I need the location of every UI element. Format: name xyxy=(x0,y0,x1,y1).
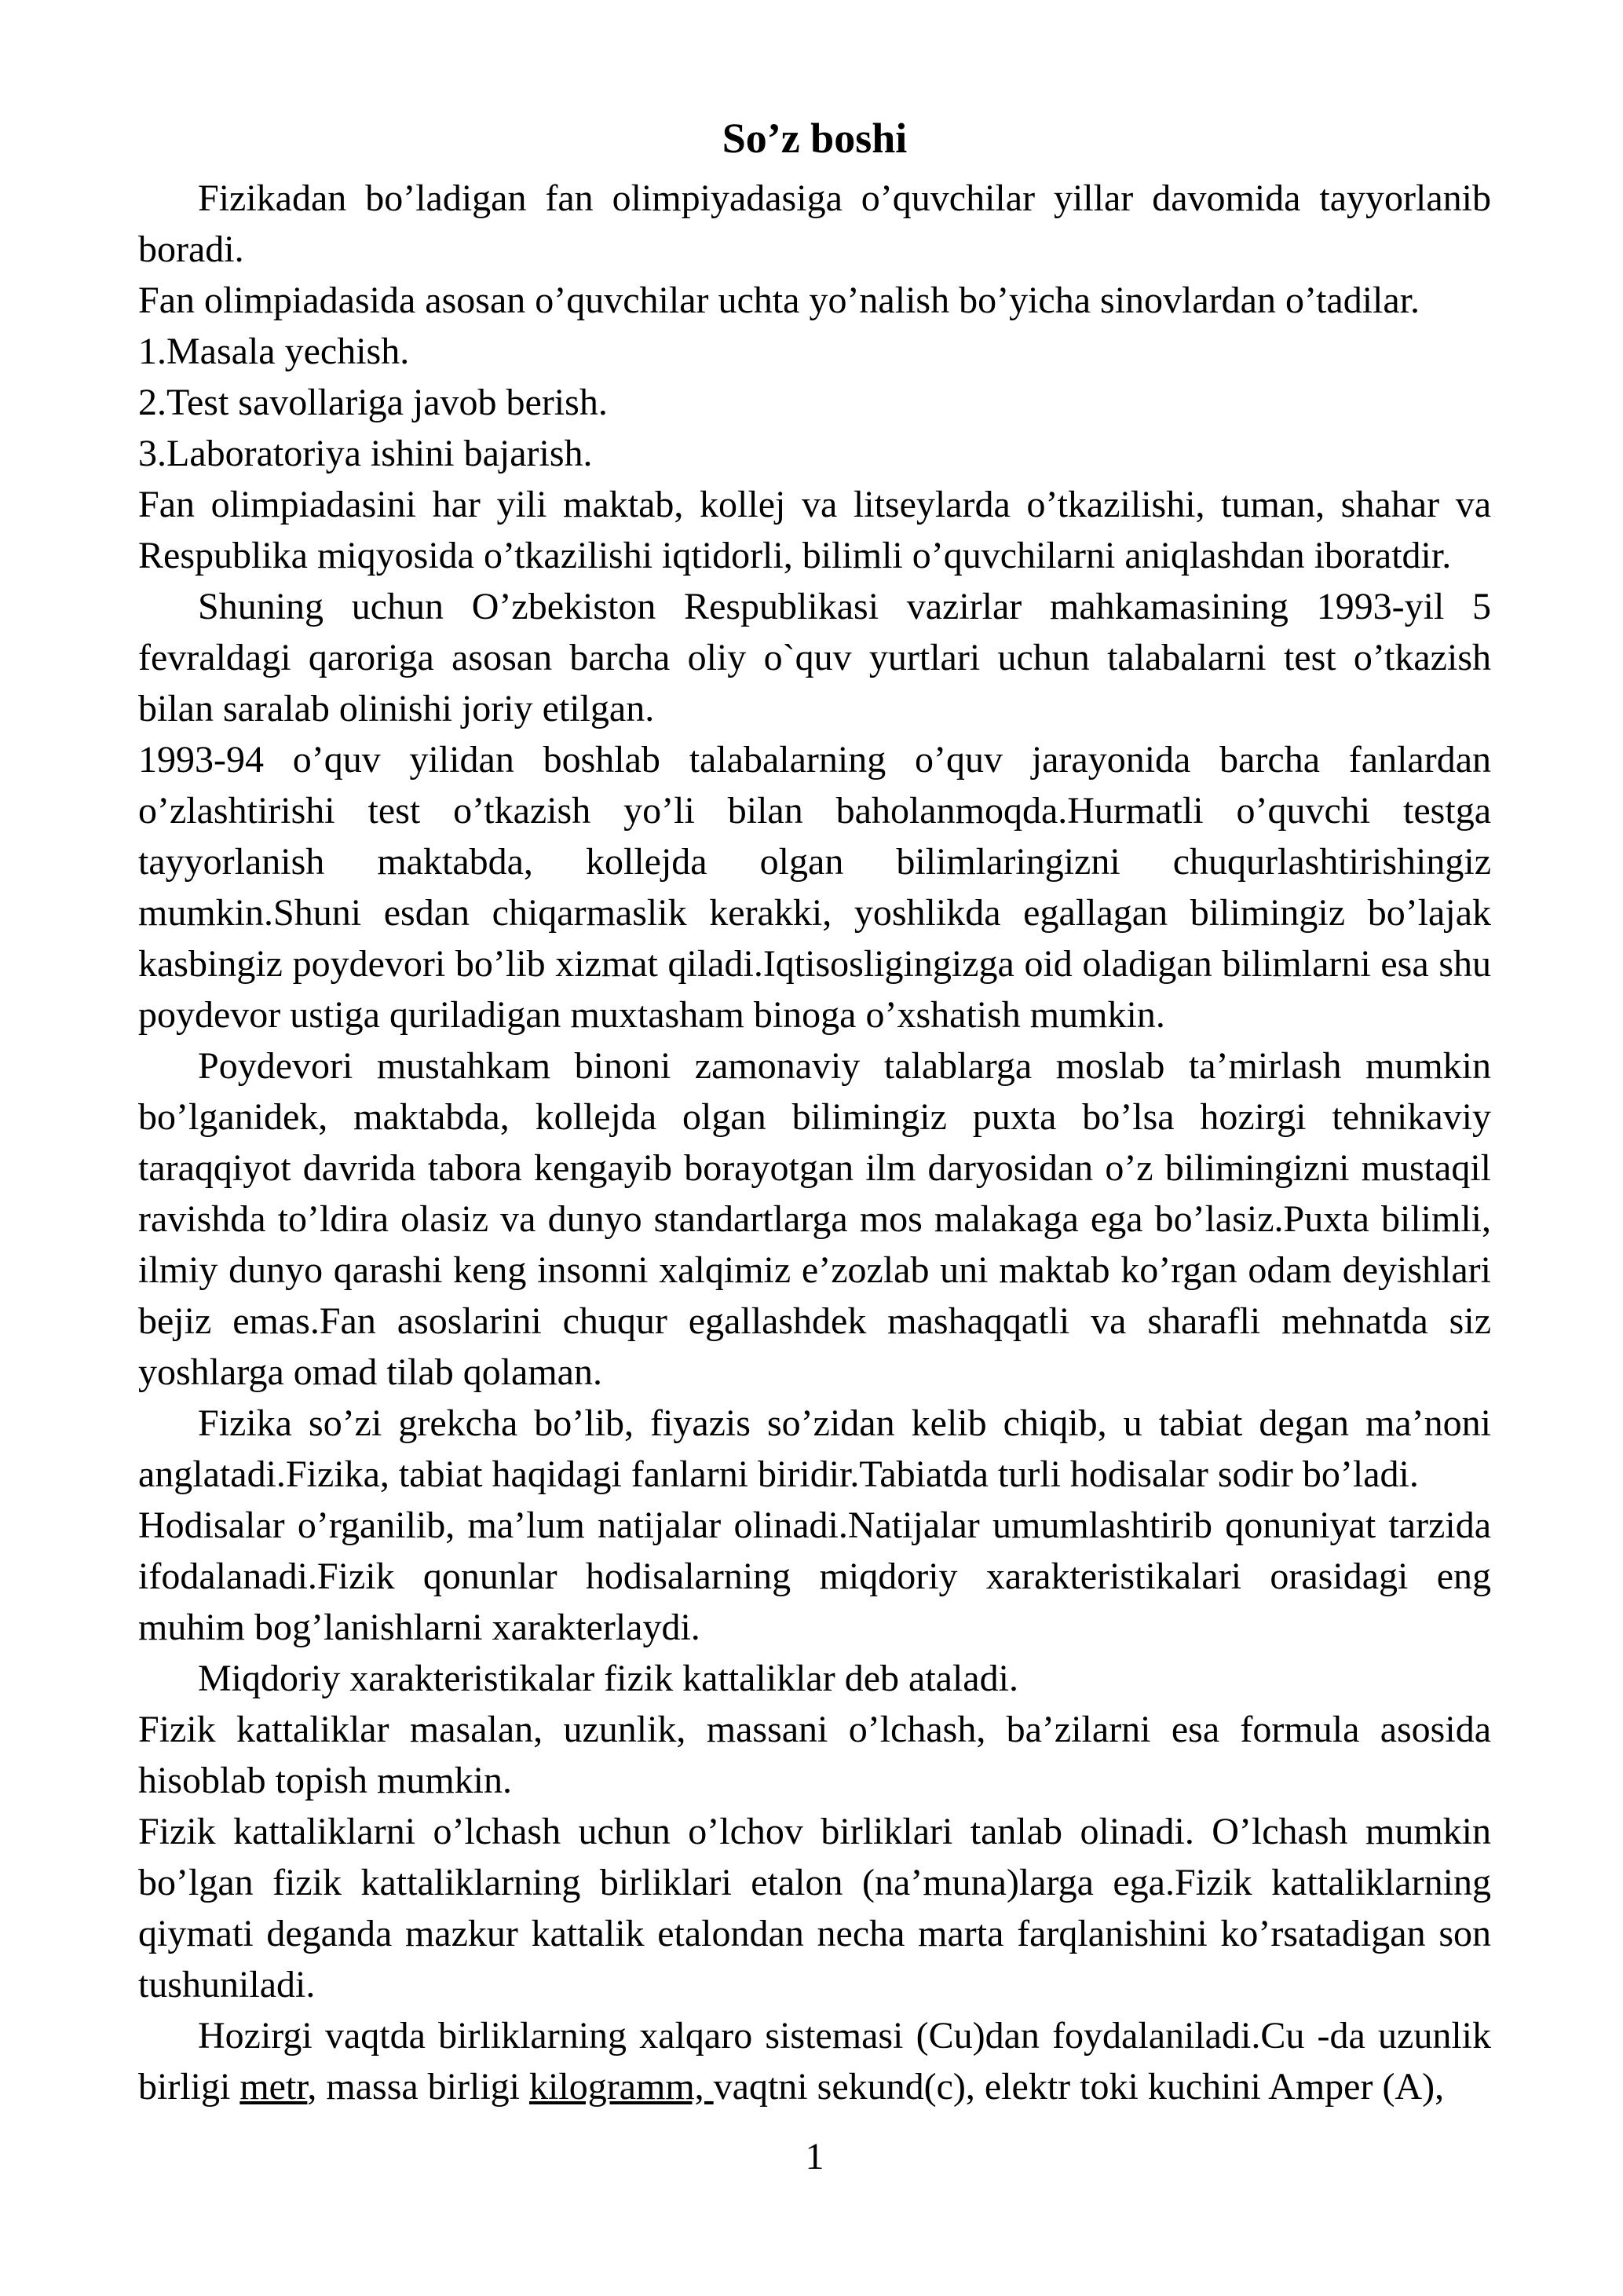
underlined-word-metr: metr xyxy=(239,2066,308,2108)
page-title: So’z boshi xyxy=(722,115,908,162)
page-number: 1 xyxy=(805,2136,824,2177)
si-units-text-1: Hozirgi vaqtda birliklarning xalqaro sistemasi (Cu)dan foydalaniladi.Cu -da uzunlik birligi xyxy=(138,2015,1491,2108)
paragraph-quantities-def: Miqdoriy xarakteristikalar fizik kattaliklar deb ataladi. xyxy=(198,1658,1018,1699)
list-item-1: 1.Masala yechish. xyxy=(138,331,410,372)
si-units-text-3: vaqtni sekund(c), elektr toki kuchini Amper (A), xyxy=(713,2066,1445,2108)
paragraph-testing-system: 1993-94 o’quv yilidan boshlab talabalarning o’quv jarayonida barcha fanlardan o’zlashtirishi test o’tkazish yo’li bilan baholanmoqda.Hurmatli o’quvchi testga tayyorlanish maktabda, kollejda olgan bilimlaringizni chuqurlashtirishingiz mumkin.Shuni esdan chiqarmaslik kerakki, yoshlikda egallagan bilimingiz bo’lajak kasbingiz poydevori bo’lib xizmat qiladi.Iqtisosligingizga oid oladigan bilimlarni esa shu poydevor ustiga quriladigan muxtasham binoga o’xshatish mumkin. xyxy=(138,739,1491,1036)
paragraph-olympiad-levels: Fan olimpiadasini har yili maktab, kollej va litseylarda o’tkazilishi, tuman, shahar va Respublika miqyosida o’tkazilishi iqtidorli, bilimli o’quvchilarni aniqlashdan iboratdir. xyxy=(138,484,1491,576)
list-item-2: 2.Test savollariga javob berish. xyxy=(138,382,608,423)
paragraph-intro: Fizikadan bo’ladigan fan olimpiyadasiga o’quvchilar yillar davomida tayyorlanib boradi. xyxy=(138,177,1491,270)
paragraph-physics-origin: Fizika so’zi grekcha bo’lib, fiyazis so’zidan kelib chiqib, u tabiat degan ma’noni anglatadi.Fizika, tabiat haqidagi fanlarni biridir.Tabiatda turli hodisalar sodir bo’ladi. xyxy=(138,1402,1491,1495)
paragraph-phenomena-laws: Hodisalar o’rganilib, ma’lum natijalar olinadi.Natijalar umumlashtirib qonuniyat tarzida ifodalanadi.Fizik qonunlar hodisalarning miqdoriy xarakteristikalari orasidagi eng muhim bog’lanishlarni xarakterlaydi. xyxy=(138,1504,1491,1648)
paragraph-decree-1993: Shuning uchun O’zbekiston Respublikasi vazirlar mahkamasining 1993-yil 5 fevraldagi qaroriga asosan barcha oliy o`quv yurtlari uchun talabalarni test o’tkazish bilan saralab olinishi joriy etilgan. xyxy=(138,586,1491,729)
si-units-text-2: , massa birligi xyxy=(307,2066,530,2108)
underlined-word-kilogramm: kilogramm, xyxy=(529,2066,714,2108)
paragraph-olympiad-tracks: Fan olimpiadasida asosan o’quvchilar uchta yo’nalish bo’yicha sinovlardan o’tadilar. xyxy=(138,280,1420,321)
paragraph-foundation: Poydevori mustahkam binoni zamonaviy talablarga moslab ta’mirlash mumkin bo’lganidek, maktabda, kollejda olgan bilimingiz puxta bo’lsa hozirgi tehnikaviy taraqqiyot davrida tabora kengayib borayotgan ilm daryosidan o’z bilimingizni mustaqil ravishda to’ldira olasiz va dunyo standartlarga mos malakaga ega bo’lasiz.Puxta bilimli, ilmiy dunyo qarashi keng insonni xalqimiz e’zozlab uni maktab ko’rgan odam deyishlari bejiz emas.Fan asoslarini chuqur egallashdek mashaqqatli va sharafli mehnatda siz yoshlarga omad tilab qolaman. xyxy=(138,1045,1491,1393)
list-item-3: 3.Laboratoriya ishini bajarish. xyxy=(138,433,593,474)
paragraph-units-etalon: Fizik kattaliklarni o’lchash uchun o’lchov birliklari tanlab olinadi. O’lchash mumkin bo’lgan fizik kattaliklarning birliklari etalon (na’muna)larga ega.Fizik kattaliklarning qiymati deganda mazkur kattalik etalondan necha marta farqlanishini ko’rsatadigan son tushuniladi. xyxy=(138,1811,1491,2005)
paragraph-si-units xyxy=(138,2010,1491,2112)
paragraph-measuring: Fizik kattaliklar masalan, uzunlik, massani o’lchash, ba’zilarni esa formula asosida hisoblab topish mumkin. xyxy=(138,1709,1491,1801)
